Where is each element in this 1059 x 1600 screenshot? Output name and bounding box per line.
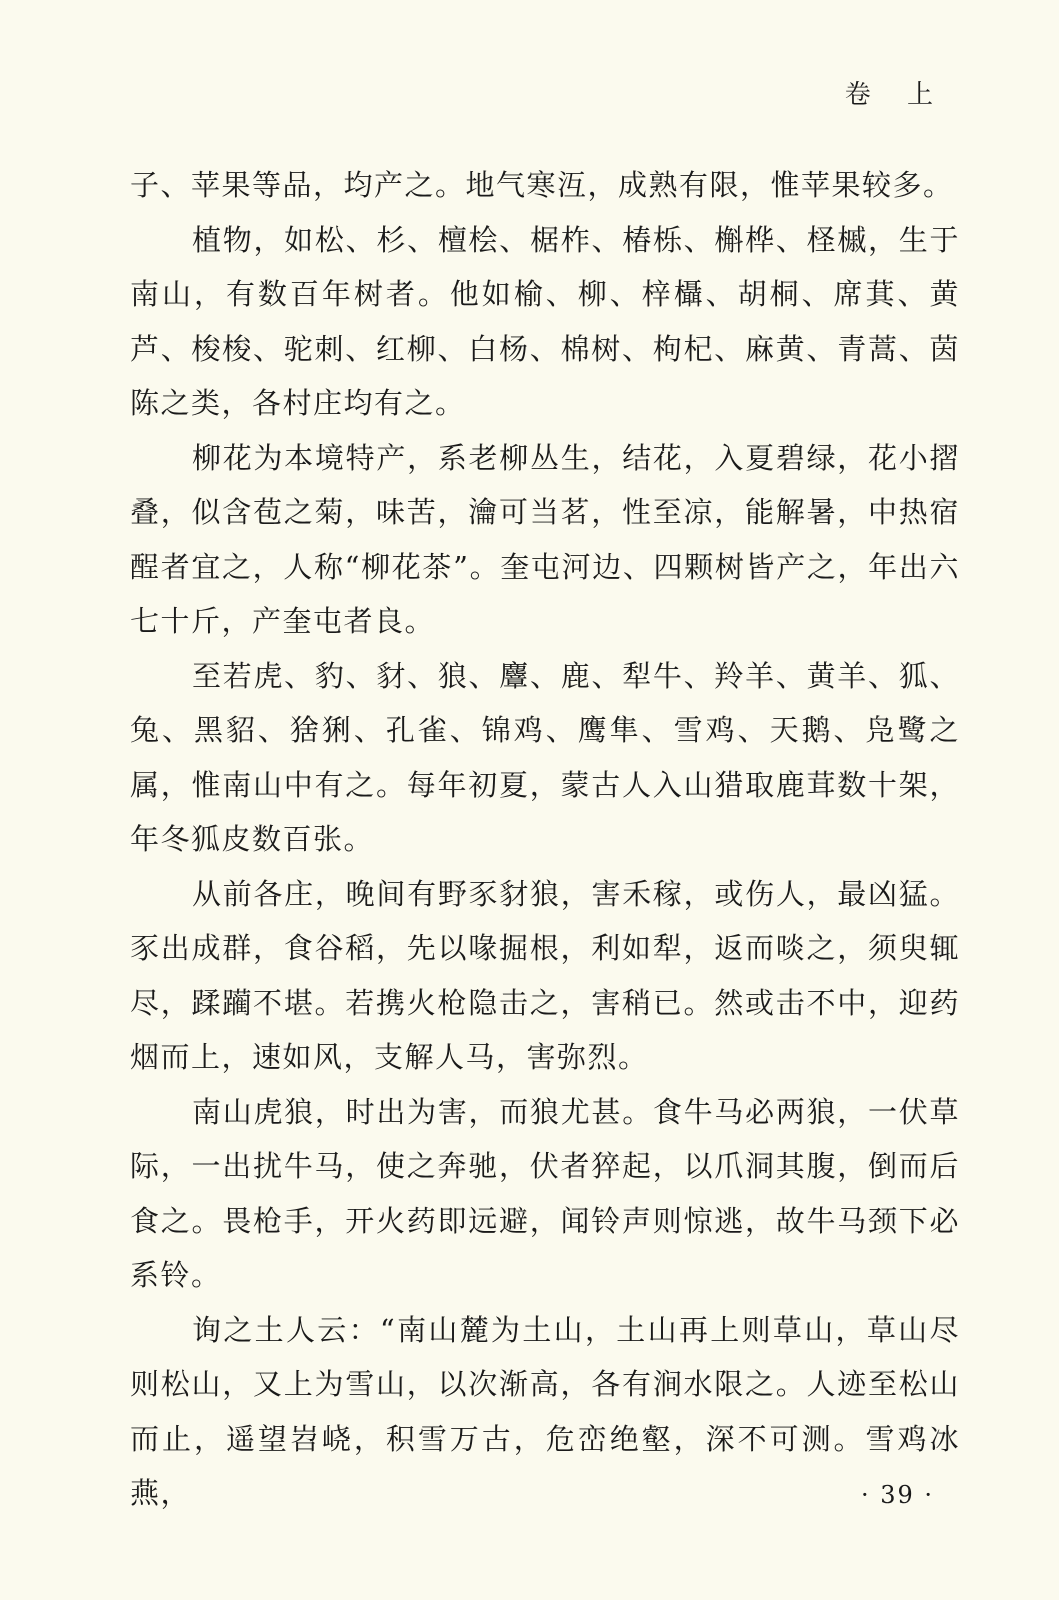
paragraph-wild-boars: 从前各庄，晚间有野豕豺狼，害禾稼，或伤人，最凶猛。豕出成群，食谷稻，先以喙掘根，利如犁，返而啖之，须臾辄尽，蹂躏不堪。若携火枪隐击之，害稍已。然或击不中，迎药烟而上，速如风，支解人马，害弥烈。 <box>130 876 960 1074</box>
paragraph-continued: 子、苹果等品，均产之。地气寒沍，成熟有限，惟苹果较多。 <box>130 168 954 202</box>
body-text <box>130 158 960 1521</box>
paragraph-willow-flower: 柳花为本境特产，系老柳丛生，结花，入夏碧绿，花小摺叠，似含苞之菊，味苦，瀹可当茗，性至凉，能解暑，中热宿酲者宜之，人称“柳花茶”。奎屯河边、四颗树皆产之，年出六七十斤，产奎屯者良。 <box>130 440 960 638</box>
paragraph-locals-say: 询之土人云：“南山麓为土山，土山再上则草山，草山尽则松山，又上为雪山，以次渐高，各有涧水限之。人迹至松山而止，遥望岧峣，积雪万古，危峦绝壑，深不可测。雪鸡冰燕， <box>130 1312 960 1510</box>
running-header: 卷 上 <box>844 80 947 110</box>
page-number: · 39 · <box>860 1481 934 1509</box>
paragraph-plants: 植物，如松、杉、檀桧、椐柞、椿栎、槲桦、柽槭，生于南山，有数百年树者。他如榆、柳、梓欇、胡桐、席萁、黄芦、梭梭、驼刺、红柳、白杨、棉树、枸杞、麻黄、青蒿、茵陈之类，各村庄均有之。 <box>130 222 960 420</box>
paragraph-wolves: 南山虎狼，时出为害，而狼尤甚。食牛马必两狼，一伏草际，一出扰牛马，使之奔驰，伏者猝起，以爪洞其腹，倒而后食之。畏枪手，开火药即远避，闻铃声则惊逃，故牛马颈下必系铃。 <box>130 1094 960 1292</box>
paragraph-animals: 至若虎、豹、豺、狼、麞、鹿、犁牛、羚羊、黄羊、狐、兔、黑貂、猞猁、孔雀、锦鸡、鹰隼、雪鸡、天鹅、凫鹭之属，惟南山中有之。每年初夏，蒙古人入山猎取鹿茸数十架，年冬狐皮数百张。 <box>130 658 960 856</box>
